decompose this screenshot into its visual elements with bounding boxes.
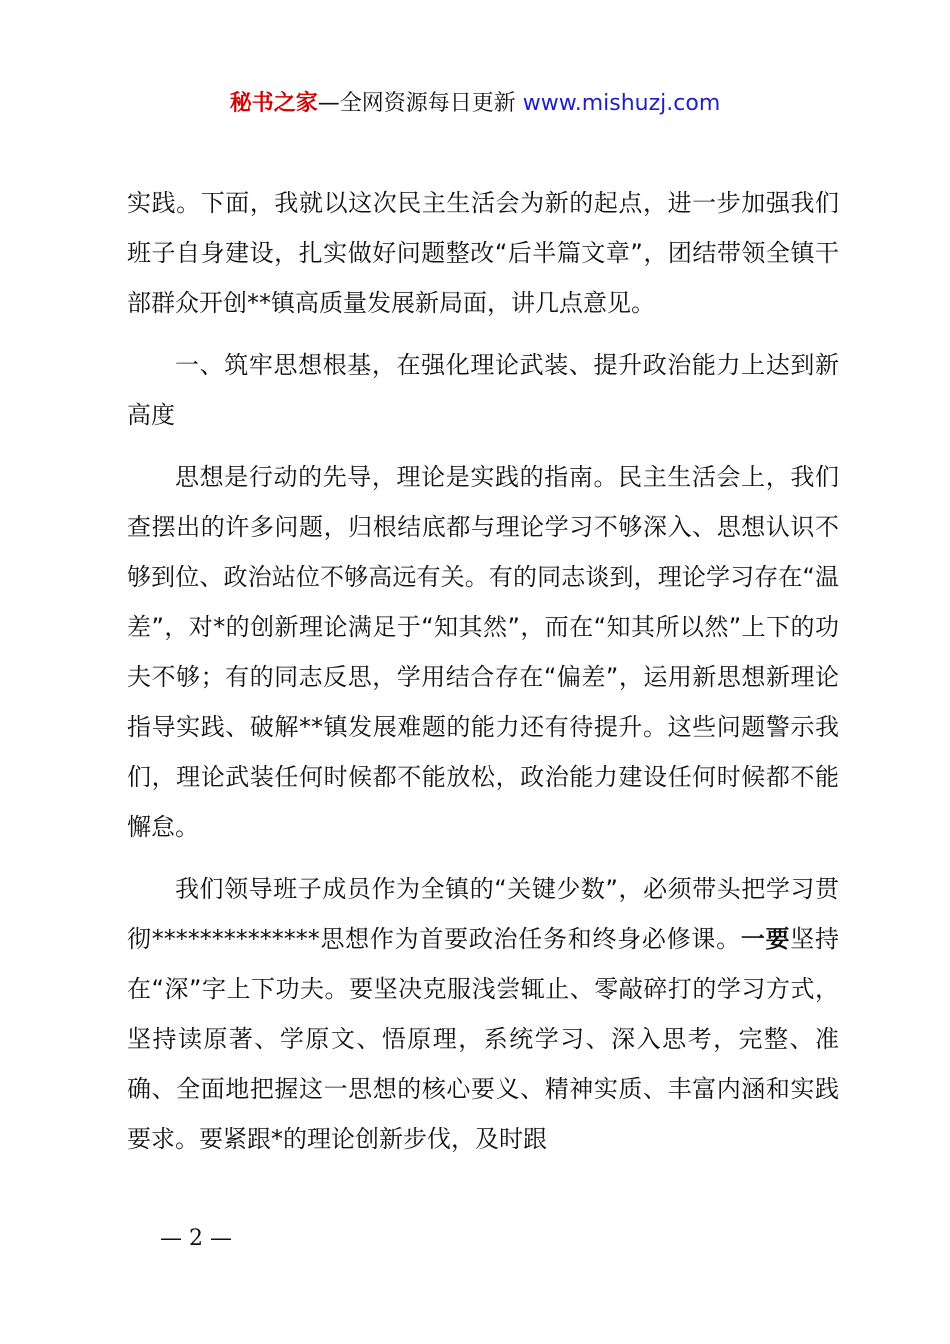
document-body bbox=[127, 178, 839, 1176]
page-number: — 2 — bbox=[160, 1226, 232, 1251]
paragraph-with-emphasis bbox=[127, 864, 839, 1164]
site-header bbox=[0, 88, 950, 120]
section-heading: 一、筑牢思想根基，在强化理论武装、提升政治能力上达到新高度 bbox=[127, 351, 839, 429]
site-tagline: —全网资源每日更新 bbox=[317, 91, 523, 116]
paragraph: 思想是行动的先导，理论是实践的指南。民主生活会上，我们查摆出的许多问题，归根结底都与理论学习不够深入、思想认识不够到位、政治站位不够高远有关。有的同志谈到，理论学习存在“温差”，对*的创新理论满足于“知其然”，而在“知其所以然”上下的功夫不够；有的同志反思，学用结合存在“偏差”，运用新思想新理论指导实践、破解**镇发展难题的能力还有待提升。这些问题警示我们，理论武装任何时候都不能放松，政治能力建设任何时候都不能懈怠。 bbox=[127, 463, 839, 841]
paragraph-text-rest: 坚持在“深”字上下功夫。要坚决克服浅尝辄止、零敲碎打的学习方式，坚持读原著、学原文、悟原理，系统学习、深入思考，完整、准确、全面地把握这一思想的核心要义、精神实质、丰富内涵和实践要求。要紧跟*的理论创新步伐，及时跟 bbox=[127, 925, 840, 1153]
site-url-link[interactable]: www.mishuzj.com bbox=[522, 91, 721, 116]
paragraph-text: 我们领导班子成员作为全镇的“关键少数”，必须带头把学习贯彻**************思想作为首要政治任务和终身必修课。 bbox=[127, 875, 839, 953]
emphasis-label: 一要 bbox=[740, 925, 791, 953]
site-brand: 秘书之家 bbox=[229, 91, 318, 116]
paragraph-continuation: 实践。下面，我就以这次民主生活会为新的起点，进一步加强我们班子自身建设，扎实做好问题整改“后半篇文章”，团结带领全镇干部群众开创**镇高质量发展新局面，讲几点意见。 bbox=[127, 189, 839, 317]
